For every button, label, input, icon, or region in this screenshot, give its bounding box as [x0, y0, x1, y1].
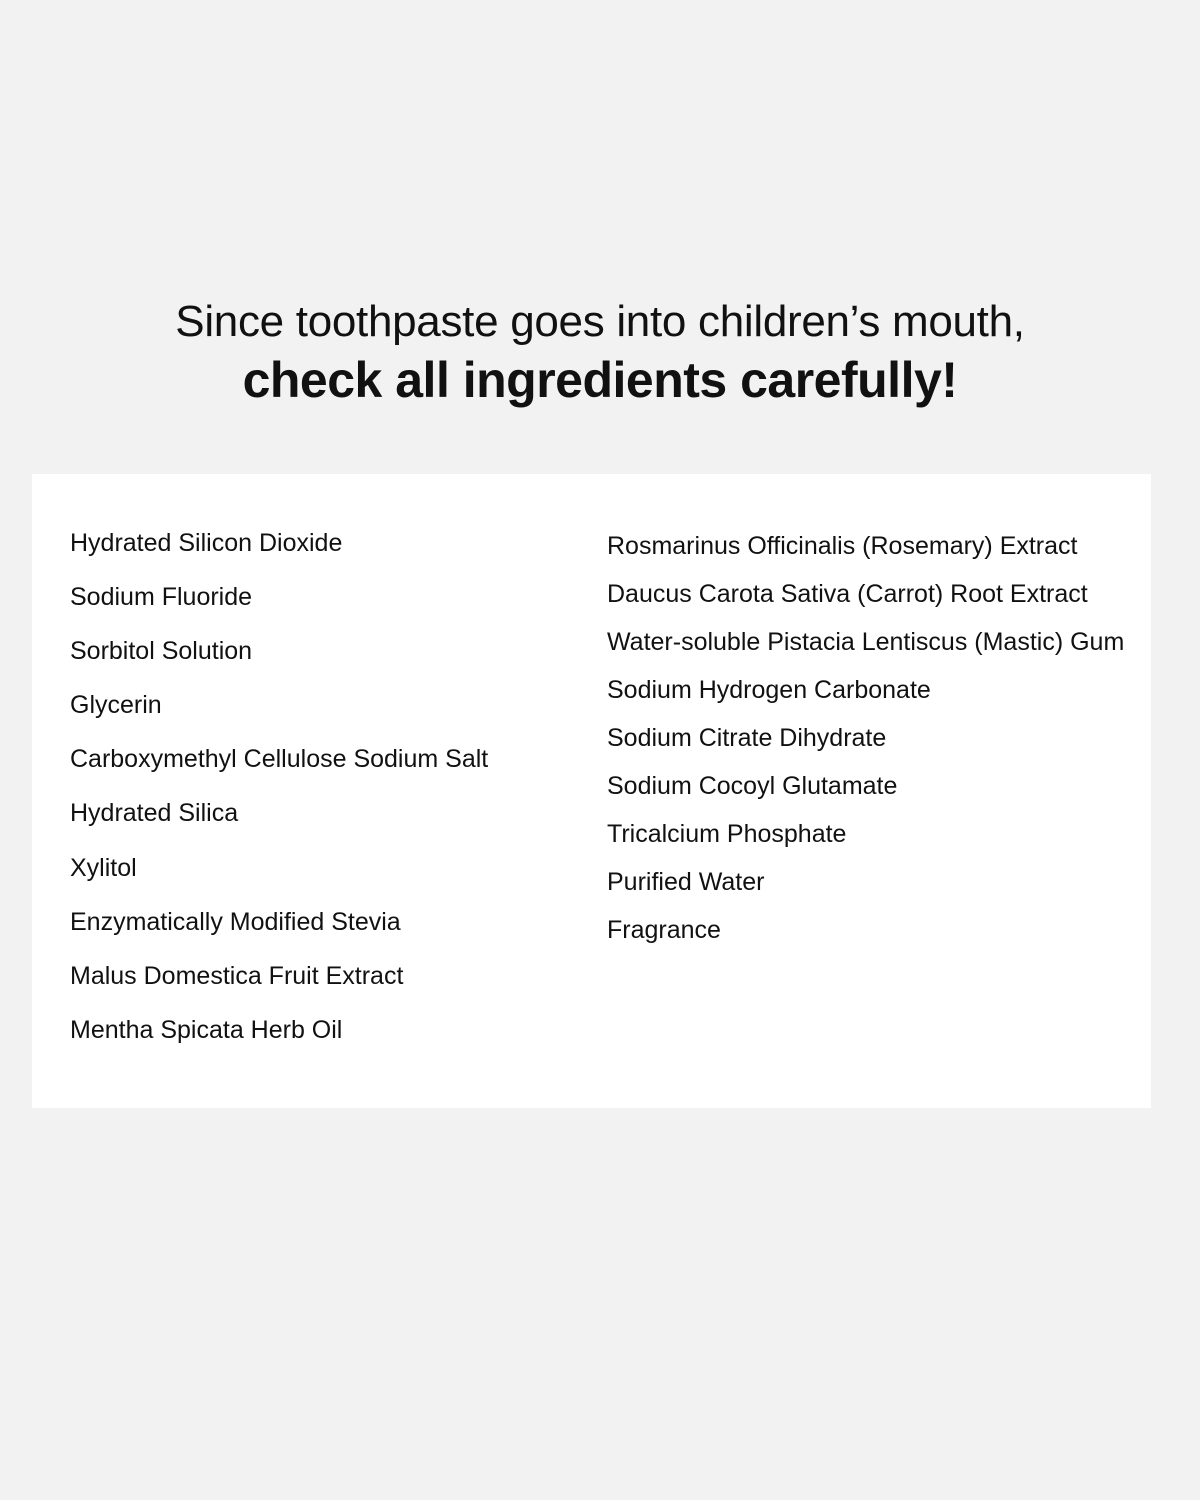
ingredient-item: Fragrance [607, 916, 721, 944]
ingredient-item: Sorbitol Solution [70, 637, 253, 666]
ingredient-item: Sodium Citrate Dihydrate [607, 724, 887, 752]
ingredient-item: Hydrated Silica [70, 799, 239, 828]
ingredient-item: Purified Water [607, 868, 765, 896]
ingredient-item: Daucus Carota Sativa (Carrot) Root Extract [607, 580, 1088, 608]
headline-line1: Since toothpaste goes into children’s mouth, [175, 297, 1025, 346]
ingredient-item: Malus Domestica Fruit Extract [70, 961, 404, 990]
ingredient-item: Sodium Fluoride [70, 583, 253, 612]
ingredient-item: Hydrated Silicon Dioxide [70, 529, 343, 557]
ingredients-right-column [607, 534, 1127, 966]
ingredients-left-column [70, 530, 570, 1071]
ingredient-item: Sodium Cocoyl Glutamate [607, 772, 898, 800]
headline [0, 296, 1200, 410]
ingredient-item: Enzymatically Modified Stevia [70, 907, 401, 936]
ingredient-item: Water-soluble Pistacia Lentiscus (Mastic) Gum [607, 628, 1125, 656]
ingredient-item: Tricalcium Phosphate [607, 820, 847, 848]
ingredient-item: Carboxymethyl Cellulose Sodium Salt [70, 745, 489, 774]
ingredient-item: Xylitol [70, 853, 137, 882]
headline-line2: check all ingredients carefully! [242, 352, 958, 408]
ingredients-panel [32, 474, 1151, 1108]
ingredient-item: Glycerin [70, 691, 162, 720]
ingredient-item: Mentha Spicata Herb Oil [70, 1015, 343, 1044]
ingredient-item: Sodium Hydrogen Carbonate [607, 676, 931, 704]
ingredient-item: Rosmarinus Officinalis (Rosemary) Extract [607, 532, 1078, 560]
